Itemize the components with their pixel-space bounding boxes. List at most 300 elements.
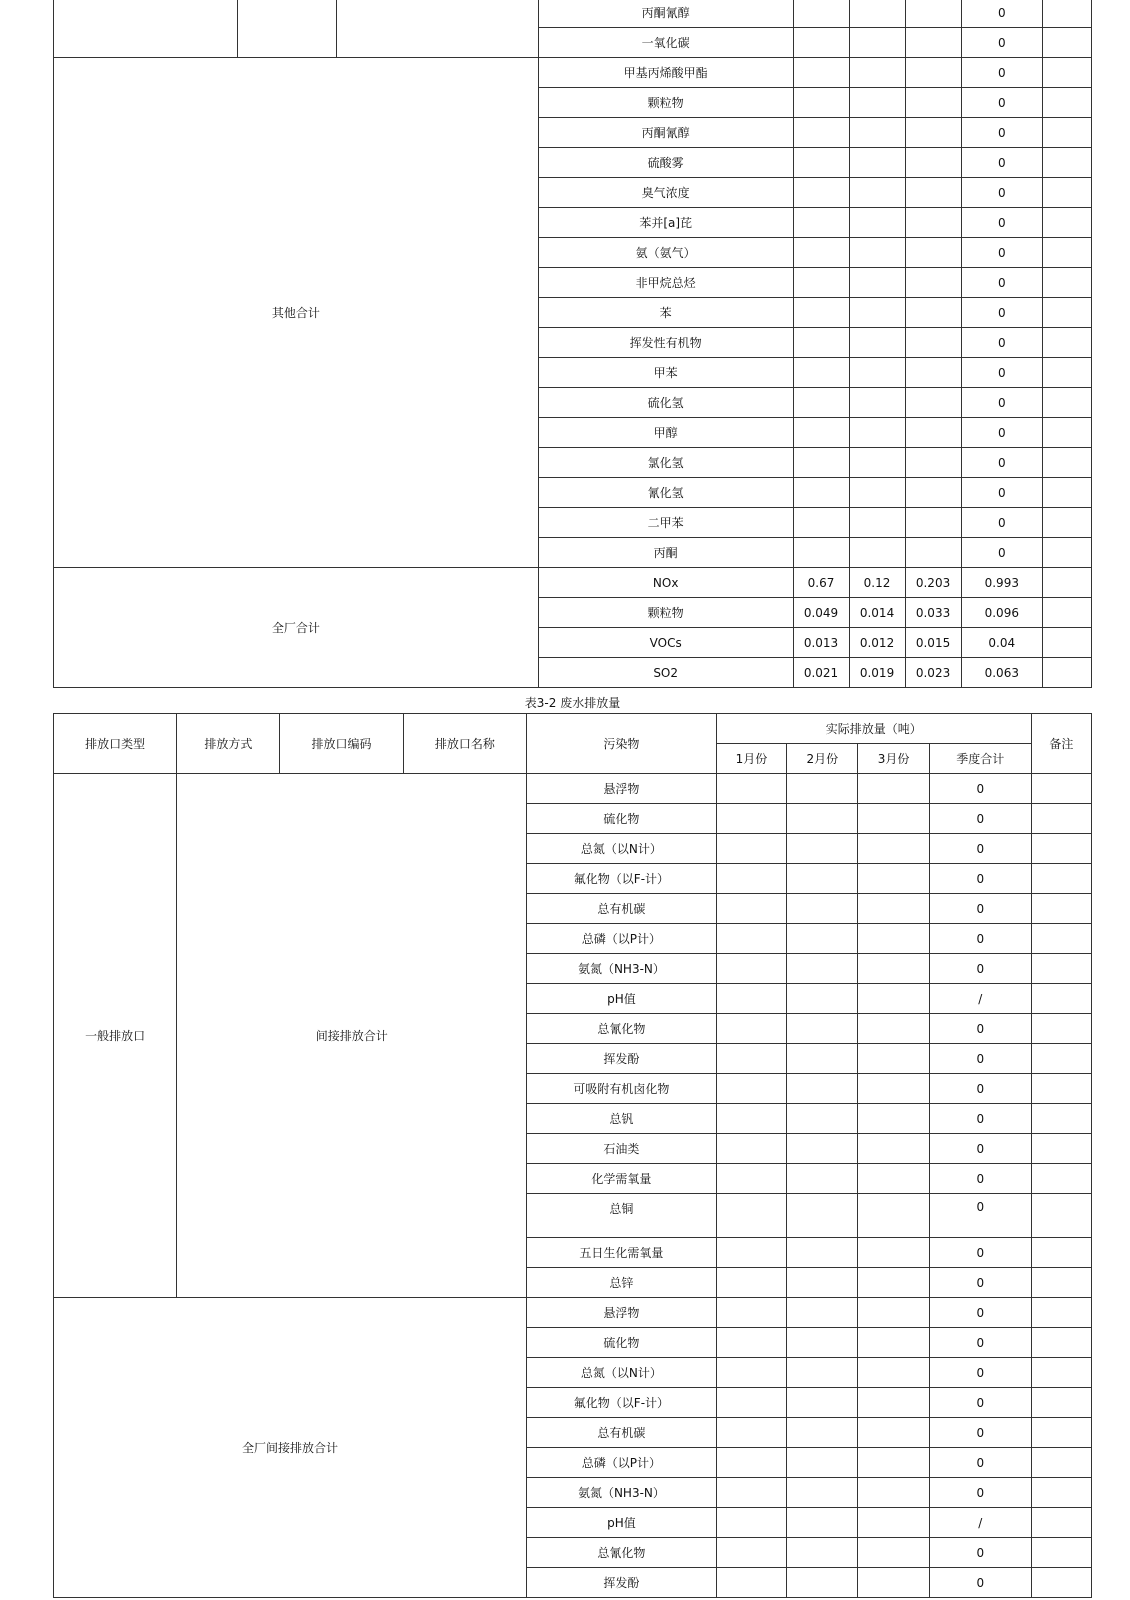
month-2-cell [849,118,905,148]
month-3-cell [905,28,961,58]
month-1-cell [793,208,849,238]
month-3-cell [905,58,961,88]
month-2-cell [787,1194,858,1238]
month-3-cell [905,178,961,208]
month-2-cell [849,358,905,388]
month-2-cell: 0.019 [849,658,905,688]
month-2-cell [787,834,858,864]
month-3-cell [858,1268,929,1298]
month-2-cell [787,1358,858,1388]
quarter-total-cell: 0 [929,954,1031,984]
note-cell [1043,388,1092,418]
quarter-total-cell: 0 [929,1014,1031,1044]
note-cell [1043,208,1092,238]
quarter-total-cell: 0 [961,58,1042,88]
quarter-total-cell: 0 [961,0,1042,28]
pollutant-cell: 甲苯 [538,358,793,388]
month-2-cell [787,1238,858,1268]
pollutant-cell: SO2 [538,658,793,688]
note-cell [1043,28,1092,58]
month-2-cell [849,28,905,58]
quarter-total-cell: 0 [961,88,1042,118]
quarter-total-cell: 0 [929,1164,1031,1194]
pollutant-cell: 总氰化物 [527,1014,717,1044]
table-row [54,58,1092,88]
quarter-total-cell: 0 [961,328,1042,358]
month-2-cell [849,88,905,118]
month-3-cell [905,418,961,448]
month-1-cell [716,1074,786,1104]
month-3-cell [858,1508,929,1538]
note-cell [1031,1568,1091,1598]
month-1-cell [716,1014,786,1044]
note-cell [1031,1508,1091,1538]
header-outlet-code: 排放口编码 [280,714,403,774]
pollutant-cell: 挥发酚 [527,1568,717,1598]
month-2-cell [787,1298,858,1328]
note-cell [1043,418,1092,448]
plant-total-label: 全厂合计 [54,568,539,688]
table-row [54,1298,1092,1328]
month-3-cell [858,1358,929,1388]
note-cell [1031,804,1091,834]
note-cell [1031,1164,1091,1194]
month-2-cell [849,178,905,208]
quarter-total-cell: 0 [961,478,1042,508]
month-1-cell: 0.67 [793,568,849,598]
note-cell [1031,1014,1091,1044]
header-discharge-method: 排放方式 [177,714,280,774]
quarter-total-cell: 0 [961,448,1042,478]
pollutant-cell: 挥发性有机物 [538,328,793,358]
pollutant-cell: pH值 [527,984,717,1014]
month-2-cell: 0.12 [849,568,905,598]
note-cell [1043,268,1092,298]
month-2-cell [849,478,905,508]
note-cell [1031,1418,1091,1448]
month-2-cell [849,0,905,28]
quarter-total-cell: 0.096 [961,598,1042,628]
note-cell [1031,1358,1091,1388]
month-2-cell [787,924,858,954]
note-cell [1031,864,1091,894]
month-2-cell [787,894,858,924]
month-1-cell [793,28,849,58]
table-row [54,774,1092,804]
water-table-caption: 表3-2 废水排放量 [524,696,621,710]
header-quarter-total: 季度合计 [929,744,1031,774]
month-2-cell [787,1074,858,1104]
outlet-type-label: 一般排放口 [54,774,177,1298]
month-1-cell [793,448,849,478]
month-3-cell [905,328,961,358]
pollutant-cell: 臭气浓度 [538,178,793,208]
note-cell [1031,1268,1091,1298]
quarter-total-cell: 0 [961,268,1042,298]
month-3-cell [905,88,961,118]
month-3-cell [905,0,961,28]
pollutant-cell: 硫化氢 [538,388,793,418]
month-1-cell [716,1164,786,1194]
month-3-cell [858,1538,929,1568]
month-2-cell [849,238,905,268]
indirect-sum-label: 间接排放合计 [177,774,527,1298]
month-1-cell [716,1194,786,1238]
pollutant-cell: 总铜 [527,1194,717,1238]
note-cell [1043,148,1092,178]
pollutant-cell: 悬浮物 [527,774,717,804]
note-cell [1043,478,1092,508]
month-1-cell [716,1044,786,1074]
quarter-total-cell: 0 [961,388,1042,418]
month-2-cell [787,864,858,894]
pollutant-cell: 悬浮物 [527,1298,717,1328]
month-1-cell [716,864,786,894]
month-3-cell [858,1164,929,1194]
month-2-cell [787,1418,858,1448]
quarter-total-cell: 0 [929,1194,1031,1238]
month-3-cell [858,1418,929,1448]
month-1-cell [793,298,849,328]
month-1-cell [793,0,849,28]
note-cell [1043,298,1092,328]
month-3-cell [905,508,961,538]
month-3-cell [858,1448,929,1478]
note-cell [1031,1448,1091,1478]
pollutant-cell: 总钒 [527,1104,717,1134]
month-1-cell [793,148,849,178]
pollutant-cell: pH值 [527,1508,717,1538]
pollutant-cell: 苯并[a]芘 [538,208,793,238]
note-cell [1043,358,1092,388]
month-3-cell [858,774,929,804]
pollutant-cell: 一氧化碳 [538,28,793,58]
pollutant-cell: 甲基丙烯酸甲酯 [538,58,793,88]
month-3-cell [858,1044,929,1074]
month-2-cell [849,58,905,88]
month-2-cell [849,508,905,538]
pollutant-cell: 可吸附有机卤化物 [527,1074,717,1104]
month-2-cell [787,1268,858,1298]
month-1-cell [716,1104,786,1134]
month-2-cell [787,1134,858,1164]
quarter-total-cell: 0 [961,28,1042,58]
month-3-cell [905,238,961,268]
pollutant-cell: 甲醇 [538,418,793,448]
note-cell [1031,1328,1091,1358]
month-2-cell: 0.014 [849,598,905,628]
note-cell [1043,598,1092,628]
month-2-cell [787,984,858,1014]
month-2-cell [849,298,905,328]
quarter-total-cell: 0 [961,148,1042,178]
note-cell [1043,508,1092,538]
pollutant-cell: 氯化氢 [538,448,793,478]
note-cell [1031,1238,1091,1268]
air-emissions-table [53,0,1092,688]
month-1-cell [716,1418,786,1448]
month-1-cell [716,1358,786,1388]
pollutant-cell: 颗粒物 [538,88,793,118]
month-2-cell [849,538,905,568]
month-3-cell [858,1194,929,1238]
month-1-cell [716,1538,786,1568]
note-cell [1031,774,1091,804]
pollutant-cell: 化学需氧量 [527,1164,717,1194]
month-1-cell: 0.013 [793,628,849,658]
month-2-cell [787,1448,858,1478]
month-2-cell [787,1328,858,1358]
month-1-cell [716,804,786,834]
quarter-total-cell: 0 [961,178,1042,208]
month-1-cell [793,508,849,538]
quarter-total-cell: 0 [929,1268,1031,1298]
month-3-cell [905,268,961,298]
month-1-cell [793,418,849,448]
header-note: 备注 [1031,714,1091,774]
note-cell [1043,58,1092,88]
month-2-cell [787,954,858,984]
month-3-cell: 0.033 [905,598,961,628]
note-cell [1031,1298,1091,1328]
pollutant-cell: 氨氮（NH3-N） [527,1478,717,1508]
pollutant-cell: 二甲苯 [538,508,793,538]
month-3-cell [858,1238,929,1268]
month-2-cell [849,208,905,238]
month-1-cell [793,118,849,148]
quarter-total-cell: 0.063 [961,658,1042,688]
pollutant-cell: 颗粒物 [538,598,793,628]
quarter-total-cell: 0 [929,1298,1031,1328]
note-cell [1031,1044,1091,1074]
outlet-code-cell [238,0,337,58]
month-1-cell [793,88,849,118]
month-1-cell [793,478,849,508]
note-cell [1031,1194,1091,1238]
month-3-cell [858,1014,929,1044]
month-3-cell [858,1298,929,1328]
month-1-cell [716,894,786,924]
quarter-total-cell: 0 [929,1238,1031,1268]
note-cell [1043,328,1092,358]
quarter-total-cell: 0 [929,1478,1031,1508]
month-3-cell [905,538,961,568]
note-cell [1031,1538,1091,1568]
note-cell [1031,894,1091,924]
wastewater-emissions-table [53,713,1092,1598]
month-1-cell [716,984,786,1014]
note-cell [1031,1478,1091,1508]
month-2-cell [787,1538,858,1568]
water-header-row-1 [54,714,1092,744]
month-3-cell [905,388,961,418]
month-3-cell [858,1074,929,1104]
month-3-cell [858,924,929,954]
pollutant-cell: 硫化物 [527,804,717,834]
pollutant-cell: 氨氮（NH3-N） [527,954,717,984]
month-3-cell [858,1568,929,1598]
pollutant-cell: 石油类 [527,1134,717,1164]
pollutant-cell: 丙酮氰醇 [538,118,793,148]
month-3-cell [858,984,929,1014]
month-1-cell [793,328,849,358]
note-cell [1031,834,1091,864]
month-2-cell [787,804,858,834]
pollutant-cell: 苯 [538,298,793,328]
quarter-total-cell: 0 [929,924,1031,954]
other-total-label: 其他合计 [54,58,539,568]
month-1-cell [793,238,849,268]
quarter-total-cell: 0 [929,1538,1031,1568]
month-2-cell [787,1478,858,1508]
quarter-total-cell: 0 [929,1418,1031,1448]
quarter-total-cell: / [929,1508,1031,1538]
month-2-cell [787,1508,858,1538]
note-cell [1043,238,1092,268]
month-2-cell [787,1388,858,1418]
month-1-cell: 0.021 [793,658,849,688]
month-1-cell [716,774,786,804]
pollutant-cell: 硫化物 [527,1328,717,1358]
table-row [54,0,1092,28]
month-2-cell [787,1104,858,1134]
month-3-cell: 0.015 [905,628,961,658]
header-outlet-type: 排放口类型 [54,714,177,774]
month-1-cell [716,924,786,954]
header-month-2: 2月份 [787,744,858,774]
month-1-cell [716,1478,786,1508]
month-2-cell [849,328,905,358]
pollutant-cell: 总有机碳 [527,1418,717,1448]
note-cell [1043,538,1092,568]
quarter-total-cell: 0 [961,208,1042,238]
month-1-cell [793,388,849,418]
month-1-cell [716,1298,786,1328]
note-cell [1043,178,1092,208]
note-cell [1031,954,1091,984]
month-3-cell [858,1104,929,1134]
note-cell [1031,1074,1091,1104]
month-1-cell [716,1508,786,1538]
quarter-total-cell: / [929,984,1031,1014]
month-1-cell [716,1328,786,1358]
pollutant-cell: 总锌 [527,1268,717,1298]
pollutant-cell: 总氰化物 [527,1538,717,1568]
month-3-cell [858,954,929,984]
header-month-1: 1月份 [716,744,786,774]
pollutant-cell: 氟化物（以F-计） [527,1388,717,1418]
month-3-cell [905,118,961,148]
month-2-cell [849,448,905,478]
month-3-cell: 0.023 [905,658,961,688]
quarter-total-cell: 0 [961,418,1042,448]
quarter-total-cell: 0 [929,1044,1031,1074]
pollutant-cell: 五日生化需氧量 [527,1238,717,1268]
quarter-total-cell: 0 [961,508,1042,538]
quarter-total-cell: 0 [929,1328,1031,1358]
pollutant-cell: NOx [538,568,793,598]
note-cell [1043,628,1092,658]
month-3-cell [905,448,961,478]
note-cell [1043,118,1092,148]
month-2-cell: 0.012 [849,628,905,658]
pollutant-cell: 氨（氨气） [538,238,793,268]
month-3-cell [858,804,929,834]
month-3-cell [858,864,929,894]
header-month-3: 3月份 [858,744,929,774]
table-row [54,568,1092,598]
month-1-cell [793,268,849,298]
note-cell [1043,448,1092,478]
month-1-cell [716,1388,786,1418]
quarter-total-cell: 0 [929,1568,1031,1598]
month-3-cell [905,148,961,178]
note-cell [1043,658,1092,688]
month-3-cell [858,1134,929,1164]
quarter-total-cell: 0 [961,238,1042,268]
header-pollutant: 污染物 [527,714,717,774]
month-1-cell: 0.049 [793,598,849,628]
outlet-group-cell [54,0,238,58]
pollutant-cell: 总氮（以N计） [527,834,717,864]
quarter-total-cell: 0 [929,1134,1031,1164]
pollutant-cell: 总磷（以P计） [527,924,717,954]
pollutant-cell: 氰化氢 [538,478,793,508]
note-cell [1043,0,1092,28]
quarter-total-cell: 0 [929,804,1031,834]
note-cell [1043,88,1092,118]
month-1-cell [716,954,786,984]
pollutant-cell: 总有机碳 [527,894,717,924]
quarter-total-cell: 0 [929,1388,1031,1418]
note-cell [1031,1134,1091,1164]
month-3-cell: 0.203 [905,568,961,598]
header-actual-emission: 实际排放量（吨） [716,714,1031,744]
month-3-cell [905,208,961,238]
quarter-total-cell: 0 [929,1104,1031,1134]
pollutant-cell: 非甲烷总烃 [538,268,793,298]
quarter-total-cell: 0 [929,834,1031,864]
outlet-name-cell [337,0,539,58]
month-1-cell [716,1268,786,1298]
month-1-cell [716,834,786,864]
month-2-cell [849,268,905,298]
quarter-total-cell: 0.993 [961,568,1042,598]
month-1-cell [716,1448,786,1478]
quarter-total-cell: 0 [961,358,1042,388]
month-3-cell [905,298,961,328]
pollutant-cell: VOCs [538,628,793,658]
month-3-cell [858,834,929,864]
month-3-cell [858,1478,929,1508]
quarter-total-cell: 0 [929,1358,1031,1388]
plant-indirect-total-label: 全厂间接排放合计 [54,1298,527,1598]
month-2-cell [849,148,905,178]
quarter-total-cell: 0 [929,1448,1031,1478]
month-1-cell [793,358,849,388]
month-2-cell [849,388,905,418]
pollutant-cell: 硫酸雾 [538,148,793,178]
note-cell [1031,984,1091,1014]
month-2-cell [787,1164,858,1194]
month-3-cell [858,1328,929,1358]
pollutant-cell: 挥发酚 [527,1044,717,1074]
quarter-total-cell: 0 [961,298,1042,328]
month-2-cell [849,418,905,448]
month-1-cell [716,1568,786,1598]
month-2-cell [787,1044,858,1074]
month-3-cell [905,358,961,388]
